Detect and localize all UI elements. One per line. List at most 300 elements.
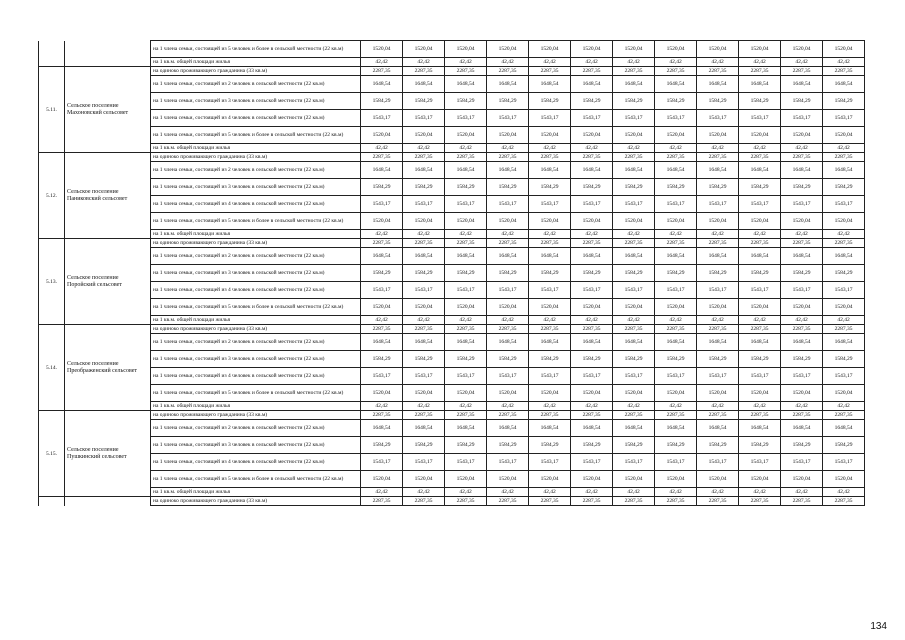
value-cell: 2287,35	[571, 325, 613, 334]
value-cell: 1520,04	[403, 471, 445, 488]
value-cell: 42,42	[613, 58, 655, 67]
value-cell: 1543,17	[445, 110, 487, 127]
row-description: на 1 члена семьи, состоящей из 5 человек и более в сельской местности (22 кв.м)	[151, 127, 361, 144]
value-cell: 2287,35	[529, 239, 571, 248]
value-cell: 1584,29	[613, 93, 655, 110]
table-row	[39, 471, 865, 488]
value-cell: 42,42	[781, 488, 823, 497]
value-cell: 1584,29	[487, 93, 529, 110]
value-cell: 1543,17	[487, 282, 529, 299]
item-number: 5.14.	[39, 325, 65, 411]
value-cell: 2287,35	[487, 239, 529, 248]
value-cell: 1520,04	[361, 471, 403, 488]
value-cell: 2287,35	[697, 153, 739, 162]
value-cell: 1648,54	[739, 334, 781, 351]
value-cell: 42,42	[571, 316, 613, 325]
value-cell: 1520,04	[529, 471, 571, 488]
value-cell: 42,42	[361, 316, 403, 325]
row-description: на 1 члена семьи, состоящей из 3 человек в сельской местности (22 кв.м)	[151, 351, 361, 368]
value-cell: 1543,17	[571, 282, 613, 299]
value-cell: 1520,04	[571, 127, 613, 144]
value-cell: 1520,04	[445, 299, 487, 316]
value-cell: 1543,17	[823, 368, 865, 385]
value-cell: 42,42	[823, 230, 865, 239]
value-cell: 1648,54	[781, 420, 823, 437]
value-cell: 1543,17	[613, 282, 655, 299]
value-cell: 1543,17	[445, 282, 487, 299]
value-cell: 1584,29	[487, 179, 529, 196]
value-cell: 1520,04	[445, 41, 487, 58]
value-cell: 1648,54	[529, 162, 571, 179]
value-cell: 2287,35	[361, 67, 403, 76]
value-cell: 1648,54	[613, 162, 655, 179]
value-cell: 1584,29	[781, 179, 823, 196]
value-cell: 1648,54	[739, 162, 781, 179]
value-cell: 1520,04	[655, 385, 697, 402]
value-cell: 1584,29	[403, 93, 445, 110]
value-cell: 1543,17	[403, 368, 445, 385]
value-cell: 42,42	[571, 230, 613, 239]
value-cell: 1584,29	[823, 179, 865, 196]
value-cell: 2287,35	[781, 497, 823, 506]
value-cell: 1520,04	[781, 385, 823, 402]
row-description: на одиноко проживающего гражданина (33 кв.м)	[151, 67, 361, 76]
value-cell: 1648,54	[613, 76, 655, 93]
value-cell: 1648,54	[697, 248, 739, 265]
value-cell: 1543,17	[781, 454, 823, 471]
value-cell: 1648,54	[445, 334, 487, 351]
value-cell: 1520,04	[529, 41, 571, 58]
value-cell: 2287,35	[823, 153, 865, 162]
value-cell: 42,42	[529, 402, 571, 411]
value-cell: 1584,29	[361, 265, 403, 282]
row-description: на 1 члена семьи, состоящей из 2 человек в сельской местности (22 кв.м)	[151, 334, 361, 351]
value-cell: 1520,04	[403, 299, 445, 316]
value-cell: 1520,04	[823, 41, 865, 58]
value-cell: 1520,04	[445, 385, 487, 402]
value-cell: 1543,17	[613, 196, 655, 213]
settlement-name: Сельское поселение Поройский сельсовет	[65, 239, 151, 325]
value-cell: 2287,35	[403, 67, 445, 76]
value-cell: 2287,35	[571, 497, 613, 506]
value-cell: 2287,35	[571, 67, 613, 76]
value-cell: 1520,04	[739, 385, 781, 402]
value-cell: 2287,35	[739, 67, 781, 76]
table-row	[39, 316, 865, 325]
table-row	[39, 67, 865, 76]
value-cell: 42,42	[529, 316, 571, 325]
value-cell: 1543,17	[823, 196, 865, 213]
value-cell: 42,42	[781, 58, 823, 67]
value-cell: 2287,35	[445, 325, 487, 334]
value-cell: 1584,29	[445, 93, 487, 110]
value-cell: 42,42	[739, 488, 781, 497]
value-cell: 1520,04	[697, 213, 739, 230]
value-cell: 42,42	[403, 402, 445, 411]
value-cell: 1520,04	[445, 213, 487, 230]
value-cell: 1543,17	[823, 282, 865, 299]
row-description: на 1 кв.м. общей площади жилья	[151, 402, 361, 411]
value-cell: 42,42	[361, 230, 403, 239]
value-cell: 1543,17	[823, 454, 865, 471]
value-cell: 42,42	[655, 488, 697, 497]
value-cell: 2287,35	[697, 239, 739, 248]
value-cell: 1648,54	[781, 162, 823, 179]
value-cell: 1584,29	[445, 437, 487, 454]
value-cell: 2287,35	[571, 411, 613, 420]
value-cell: 2287,35	[613, 497, 655, 506]
value-cell: 1520,04	[403, 127, 445, 144]
value-cell: 1520,04	[781, 299, 823, 316]
value-cell: 2287,35	[571, 153, 613, 162]
table-row	[39, 58, 865, 67]
value-cell: 42,42	[445, 230, 487, 239]
value-cell: 42,42	[781, 316, 823, 325]
value-cell: 1584,29	[361, 93, 403, 110]
value-cell: 1543,17	[361, 282, 403, 299]
value-cell: 1648,54	[403, 162, 445, 179]
value-cell: 2287,35	[529, 153, 571, 162]
row-description: на одиноко проживающего гражданина (33 кв.м)	[151, 239, 361, 248]
page-number: 134	[870, 621, 887, 632]
value-cell: 1520,04	[781, 471, 823, 488]
row-description: на 1 члена семьи, состоящей из 2 человек в сельской местности (22 кв.м)	[151, 162, 361, 179]
value-cell: 42,42	[487, 58, 529, 67]
value-cell: 1543,17	[781, 196, 823, 213]
table-row	[39, 488, 865, 497]
value-cell: 1648,54	[571, 334, 613, 351]
value-cell: 1543,17	[529, 368, 571, 385]
value-cell: 1520,04	[823, 299, 865, 316]
row-description: на одиноко проживающего гражданина (33 кв.м)	[151, 153, 361, 162]
value-cell: 1520,04	[361, 127, 403, 144]
row-description: на 1 члена семьи, состоящей из 2 человек в сельской местности (22 кв.м)	[151, 76, 361, 93]
value-cell: 1648,54	[571, 162, 613, 179]
row-description: на 1 члена семьи, состоящей из 4 человек в сельской местности (22 кв.м)	[151, 196, 361, 213]
value-cell: 1584,29	[655, 179, 697, 196]
value-cell: 1584,29	[445, 351, 487, 368]
value-cell: 42,42	[487, 402, 529, 411]
value-cell: 1584,29	[613, 437, 655, 454]
table-row	[39, 162, 865, 179]
value-cell: 1584,29	[403, 437, 445, 454]
value-cell: 2287,35	[445, 153, 487, 162]
value-cell: 1543,17	[403, 196, 445, 213]
value-cell: 1543,17	[697, 196, 739, 213]
value-cell: 2287,35	[613, 239, 655, 248]
table-row	[39, 110, 865, 127]
value-cell: 1543,17	[823, 110, 865, 127]
value-cell: 1520,04	[571, 213, 613, 230]
value-cell: 42,42	[613, 402, 655, 411]
row-description: на одиноко проживающего гражданина (33 кв.м)	[151, 411, 361, 420]
value-cell: 1648,54	[823, 334, 865, 351]
item-number: 5.11.	[39, 67, 65, 153]
value-cell: 1520,04	[403, 213, 445, 230]
value-cell: 2287,35	[823, 67, 865, 76]
value-cell: 1543,17	[529, 454, 571, 471]
value-cell: 1584,29	[655, 437, 697, 454]
value-cell: 42,42	[403, 488, 445, 497]
value-cell: 1520,04	[613, 471, 655, 488]
value-cell: 1543,17	[739, 368, 781, 385]
value-cell: 1584,29	[571, 265, 613, 282]
tariff-table	[38, 40, 865, 506]
value-cell: 1648,54	[361, 76, 403, 93]
value-cell: 2287,35	[571, 239, 613, 248]
value-cell: 2287,35	[529, 67, 571, 76]
value-cell: 1584,29	[529, 437, 571, 454]
value-cell: 42,42	[697, 58, 739, 67]
value-cell: 1584,29	[571, 179, 613, 196]
value-cell: 1520,04	[655, 213, 697, 230]
value-cell: 2287,35	[823, 325, 865, 334]
value-cell: 1648,54	[529, 248, 571, 265]
value-cell: 1648,54	[571, 76, 613, 93]
value-cell: 2287,35	[697, 67, 739, 76]
value-cell: 42,42	[361, 144, 403, 153]
value-cell: 42,42	[529, 58, 571, 67]
value-cell: 1584,29	[529, 351, 571, 368]
value-cell: 42,42	[697, 144, 739, 153]
value-cell: 1520,04	[739, 213, 781, 230]
value-cell: 2287,35	[823, 411, 865, 420]
value-cell: 1584,29	[529, 265, 571, 282]
value-cell: 1648,54	[739, 420, 781, 437]
item-number: 5.12.	[39, 153, 65, 239]
value-cell: 1520,04	[739, 127, 781, 144]
value-cell: 42,42	[571, 58, 613, 67]
row-description: на 1 кв.м. общей площади жилья	[151, 488, 361, 497]
value-cell: 2287,35	[361, 325, 403, 334]
value-cell: 1648,54	[613, 420, 655, 437]
value-cell: 1648,54	[697, 162, 739, 179]
value-cell: 42,42	[697, 316, 739, 325]
table-row	[39, 213, 865, 230]
value-cell: 1584,29	[403, 265, 445, 282]
value-cell: 2287,35	[697, 497, 739, 506]
value-cell: 1543,17	[529, 282, 571, 299]
value-cell: 1648,54	[613, 248, 655, 265]
value-cell: 1543,17	[571, 196, 613, 213]
value-cell: 1584,29	[613, 265, 655, 282]
row-description: на 1 члена семьи, состоящей из 5 человек и более в сельской местности (22 кв.м)	[151, 385, 361, 402]
value-cell: 1543,17	[655, 196, 697, 213]
row-description: на 1 члена семьи, состоящей из 5 человек и более в сельской местности (22 кв.м)	[151, 471, 361, 488]
value-cell: 42,42	[487, 144, 529, 153]
value-cell: 1543,17	[739, 196, 781, 213]
value-cell: 1543,17	[361, 454, 403, 471]
value-cell: 1520,04	[655, 471, 697, 488]
value-cell: 1584,29	[403, 351, 445, 368]
value-cell: 1520,04	[781, 41, 823, 58]
value-cell: 2287,35	[613, 153, 655, 162]
table-row	[39, 402, 865, 411]
row-description: на 1 члена семьи, состоящей из 3 человек в сельской местности (22 кв.м)	[151, 179, 361, 196]
value-cell: 2287,35	[739, 497, 781, 506]
value-cell: 42,42	[613, 230, 655, 239]
value-cell: 1584,29	[739, 351, 781, 368]
value-cell: 1543,17	[529, 196, 571, 213]
value-cell: 1584,29	[613, 351, 655, 368]
row-description: на 1 кв.м. общей площади жилья	[151, 316, 361, 325]
value-cell: 1520,04	[571, 41, 613, 58]
value-cell: 2287,35	[445, 497, 487, 506]
table-row	[39, 325, 865, 334]
row-description: на 1 члена семьи, состоящей из 4 человек в сельской местности (22 кв.м)	[151, 110, 361, 127]
value-cell: 42,42	[445, 488, 487, 497]
value-cell: 1584,29	[739, 437, 781, 454]
value-cell: 1584,29	[739, 179, 781, 196]
value-cell: 1648,54	[529, 334, 571, 351]
value-cell: 1584,29	[487, 437, 529, 454]
value-cell: 42,42	[529, 230, 571, 239]
value-cell: 1648,54	[403, 76, 445, 93]
value-cell: 1543,17	[781, 282, 823, 299]
settlement-name: Сельское поселение Пушкинский сельсовет	[65, 411, 151, 497]
value-cell: 2287,35	[655, 153, 697, 162]
value-cell: 1543,17	[487, 110, 529, 127]
value-cell: 1584,29	[655, 93, 697, 110]
value-cell: 1648,54	[739, 76, 781, 93]
value-cell: 1520,04	[445, 127, 487, 144]
value-cell: 1543,17	[445, 368, 487, 385]
value-cell: 1543,17	[571, 454, 613, 471]
value-cell: 1584,29	[781, 93, 823, 110]
value-cell: 1543,17	[739, 282, 781, 299]
value-cell: 2287,35	[529, 497, 571, 506]
value-cell: 42,42	[445, 58, 487, 67]
value-cell: 1584,29	[697, 265, 739, 282]
value-cell: 1584,29	[781, 351, 823, 368]
value-cell: 2287,35	[361, 239, 403, 248]
value-cell: 2287,35	[403, 239, 445, 248]
value-cell: 1520,04	[571, 385, 613, 402]
value-cell: 1584,29	[487, 265, 529, 282]
value-cell: 1648,54	[823, 162, 865, 179]
table-row	[39, 76, 865, 93]
value-cell: 2287,35	[487, 497, 529, 506]
value-cell: 2287,35	[613, 411, 655, 420]
value-cell: 1648,54	[403, 420, 445, 437]
value-cell: 2287,35	[361, 153, 403, 162]
value-cell: 1648,54	[655, 420, 697, 437]
table-row	[39, 239, 865, 248]
value-cell: 1543,17	[403, 282, 445, 299]
row-description: на 1 члена семьи, состоящей из 3 человек в сельской местности (22 кв.м)	[151, 93, 361, 110]
value-cell: 2287,35	[361, 411, 403, 420]
value-cell: 42,42	[361, 402, 403, 411]
value-cell: 2287,35	[697, 411, 739, 420]
value-cell: 1584,29	[697, 179, 739, 196]
value-cell: 1648,54	[655, 76, 697, 93]
value-cell: 1584,29	[487, 351, 529, 368]
value-cell: 1543,17	[697, 110, 739, 127]
value-cell: 1543,17	[361, 368, 403, 385]
value-cell: 42,42	[487, 488, 529, 497]
value-cell: 42,42	[655, 402, 697, 411]
row-description: на 1 кв.м. общей площади жилья	[151, 58, 361, 67]
value-cell: 1543,17	[571, 368, 613, 385]
value-cell: 1520,04	[571, 471, 613, 488]
value-cell: 42,42	[445, 402, 487, 411]
value-cell: 42,42	[739, 402, 781, 411]
value-cell: 1520,04	[487, 385, 529, 402]
table-row	[39, 385, 865, 402]
value-cell: 42,42	[781, 402, 823, 411]
value-cell: 42,42	[781, 230, 823, 239]
value-cell: 42,42	[487, 316, 529, 325]
value-cell: 42,42	[697, 402, 739, 411]
value-cell: 1520,04	[361, 41, 403, 58]
row-description: на одиноко проживающего гражданина (33 кв.м)	[151, 325, 361, 334]
value-cell: 1520,04	[781, 213, 823, 230]
value-cell: 1648,54	[655, 248, 697, 265]
value-cell: 42,42	[781, 144, 823, 153]
value-cell: 42,42	[361, 488, 403, 497]
item-number: 5.13.	[39, 239, 65, 325]
value-cell: 2287,35	[739, 325, 781, 334]
value-cell: 42,42	[823, 58, 865, 67]
value-cell: 42,42	[823, 144, 865, 153]
value-cell: 1520,04	[739, 471, 781, 488]
value-cell: 42,42	[823, 488, 865, 497]
value-cell: 1584,29	[823, 351, 865, 368]
value-cell: 1520,04	[403, 385, 445, 402]
value-cell: 1543,17	[571, 110, 613, 127]
value-cell: 1543,17	[403, 110, 445, 127]
value-cell: 1543,17	[445, 454, 487, 471]
row-description: на 1 кв.м. общей площади жилья	[151, 144, 361, 153]
value-cell: 1648,54	[445, 248, 487, 265]
value-cell: 1584,29	[697, 351, 739, 368]
value-cell: 1648,54	[361, 420, 403, 437]
row-description: на 1 члена семьи, состоящей из 4 человек в сельской местности (22 кв.м)	[151, 368, 361, 385]
table-row	[39, 230, 865, 239]
value-cell: 42,42	[571, 402, 613, 411]
value-cell: 1648,54	[823, 420, 865, 437]
value-cell: 42,42	[655, 230, 697, 239]
value-cell: 42,42	[655, 316, 697, 325]
value-cell: 1520,04	[697, 127, 739, 144]
value-cell: 1584,29	[571, 437, 613, 454]
value-cell: 1584,29	[655, 351, 697, 368]
value-cell: 42,42	[655, 58, 697, 67]
value-cell: 1648,54	[781, 334, 823, 351]
table-row	[39, 411, 865, 420]
value-cell: 1520,04	[823, 127, 865, 144]
table-row	[39, 265, 865, 282]
table-row	[39, 196, 865, 213]
value-cell: 2287,35	[487, 153, 529, 162]
table-row	[39, 248, 865, 265]
value-cell: 1520,04	[403, 41, 445, 58]
value-cell: 2287,35	[739, 239, 781, 248]
value-cell: 42,42	[571, 144, 613, 153]
value-cell: 1584,29	[697, 437, 739, 454]
value-cell: 1584,29	[571, 93, 613, 110]
value-cell: 2287,35	[361, 497, 403, 506]
table-row	[39, 420, 865, 437]
value-cell: 1543,17	[487, 368, 529, 385]
value-cell: 1648,54	[487, 248, 529, 265]
value-cell: 1520,04	[697, 471, 739, 488]
row-description: на 1 члена семьи, состоящей из 2 человек в сельской местности (22 кв.м)	[151, 420, 361, 437]
value-cell: 2287,35	[403, 411, 445, 420]
value-cell: 1648,54	[361, 334, 403, 351]
value-cell: 42,42	[403, 230, 445, 239]
table-row	[39, 144, 865, 153]
